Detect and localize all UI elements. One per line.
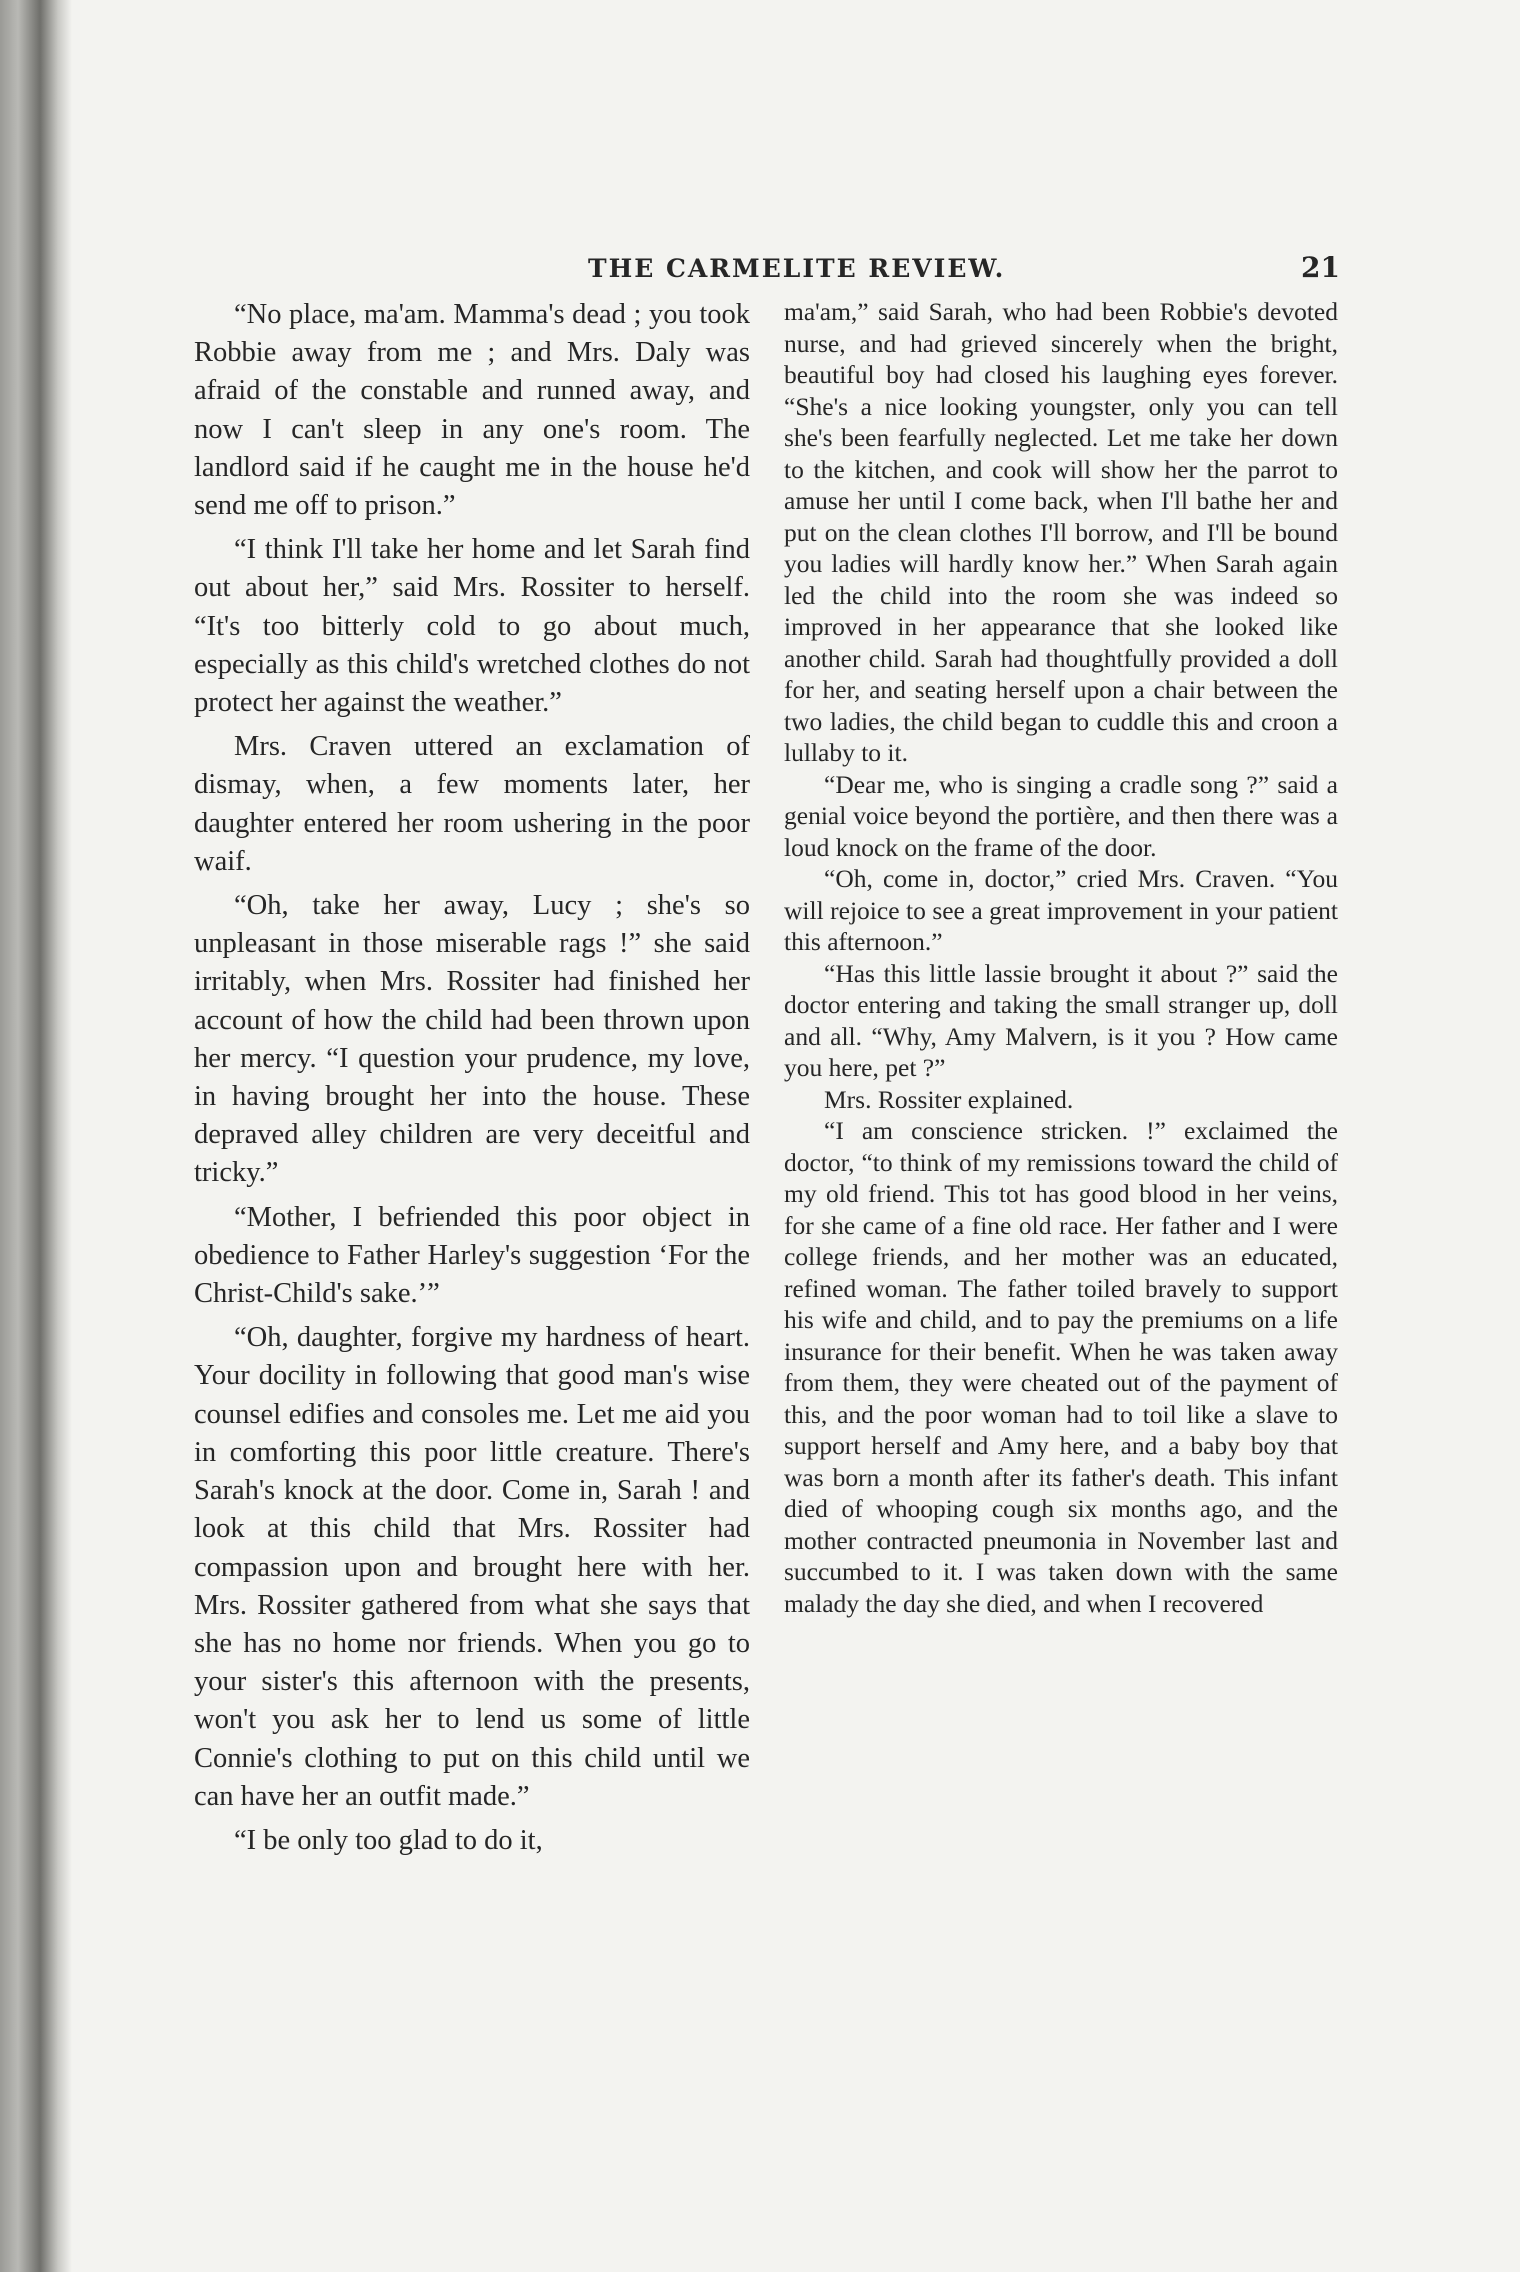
- paragraph: “Dear me, who is singing a cradle song ?” said a genial voice beyond the portière, and then there was a loud knock on the frame of the door.: [784, 769, 1338, 862]
- paragraph: “Oh, daughter, forgive my hardness of heart. Your docility in following that good man's wise counsel edifies and consoles me. Let me aid you in comforting this poor little creature. There's Sarah's knock at the door. Come in, Sarah ! and look at this child that Mrs. Rossiter had compassion upon and brought here with her. Mrs. Rossiter gathered from what she says that she has no home nor friends. When you go to your sister's this afternoon with the presents, won't you ask her to lend us some of little Connie's clothing to put on this child until we can have her an outfit made.”: [194, 1322, 750, 1812]
- page-number: 21: [1301, 251, 1340, 284]
- paragraph: “Mother, I befriended this poor object in obedience to Father Harley's suggestion ‘For the Christ-Child's sake.’”: [194, 1201, 750, 1310]
- left-column: [194, 296, 750, 2166]
- paragraph: “Oh, take her away, Lucy ; she's so unpleasant in those miserable rags !” she said irritably, when Mrs. Rossiter had finished her account of how the child had been thrown upon her mercy. “I question your prudence, my love, in having brought her into the house. These depraved alley children are very deceitful and tricky.”: [194, 890, 750, 1189]
- paragraph: “I be only too glad to do it,: [234, 1824, 543, 1856]
- right-column: [784, 296, 1338, 2166]
- paragraph: “No place, ma'am. Mamma's dead ; you took Robbie away from me ; and Mrs. Daly was afraid of the constable and runned away, and now I can't sleep in any one's room. The landlord said if he caught me in the house he'd send me off to prison.”: [194, 299, 750, 522]
- paragraph: “Has this little lassie brought it about ?” said the doctor entering and taking the small stranger up, doll and all. “Why, Amy Malvern, is it you ? How came you here, pet ?”: [784, 958, 1338, 1082]
- paragraph: “I think I'll take her home and let Sarah find out about her,” said Mrs. Rossiter to herself. “It's too bitterly cold to go about much, especially as this child's wretched clothes do not protect her against the weather.”: [194, 534, 750, 719]
- paragraph: Mrs. Rossiter explained.: [824, 1084, 1074, 1114]
- paragraph: “I am conscience stricken. !” exclaimed the doctor, “to think of my remissions toward the child of my old friend. This tot has good blood in her veins, for she came of a fine old race. Her father and I were college friends, and her mother was an educated, refined woman. The father toiled bravely to support his wife and child, and to pay the premiums on a life insurance for their benefit. When he was taken away from them, they were cheated out of the payment of this, and the poor woman had to toil like a slave to support herself and Amy here, and a baby boy that was born a month after its father's death. This infant died of whooping cough six months ago, and the mother contracted pneumonia in November last and succumbed to it. I was taken down with the same malady the day she died, and when I recovered: [784, 1116, 1338, 1618]
- paragraph: Mrs. Craven uttered an exclamation of dismay, when, a few moments later, her daughter entered her room ushering in the poor waif.: [194, 731, 750, 877]
- running-title: THE CARMELITE REVIEW.: [588, 254, 1006, 283]
- page-binding-edge: [0, 0, 72, 2272]
- page-header: [195, 251, 1340, 294]
- paragraph: ma'am,” said Sarah, who had been Robbie's devoted nurse, and had grieved sincerely when the bright, beautiful boy had closed his laughing eyes forever. “She's a nice looking youngster, only you can tell she's been fearfully neglected. Let me take her down to the kitchen, and cook will show her the parrot to amuse her until I come back, when I'll bathe her and put on the clean clothes I'll borrow, and I'll be bound you ladies will hardly know her.” When Sarah again led the child into the room she was indeed so improved in her appearance that she looked like another child. Sarah had thoughtfully provided a doll for her, and seating herself upon a chair between the two ladies, the child began to cuddle this and croon a lullaby to it.: [784, 297, 1338, 767]
- paragraph: “Oh, come in, doctor,” cried Mrs. Craven. “You will rejoice to see a great improvement in your patient this afternoon.”: [784, 864, 1338, 956]
